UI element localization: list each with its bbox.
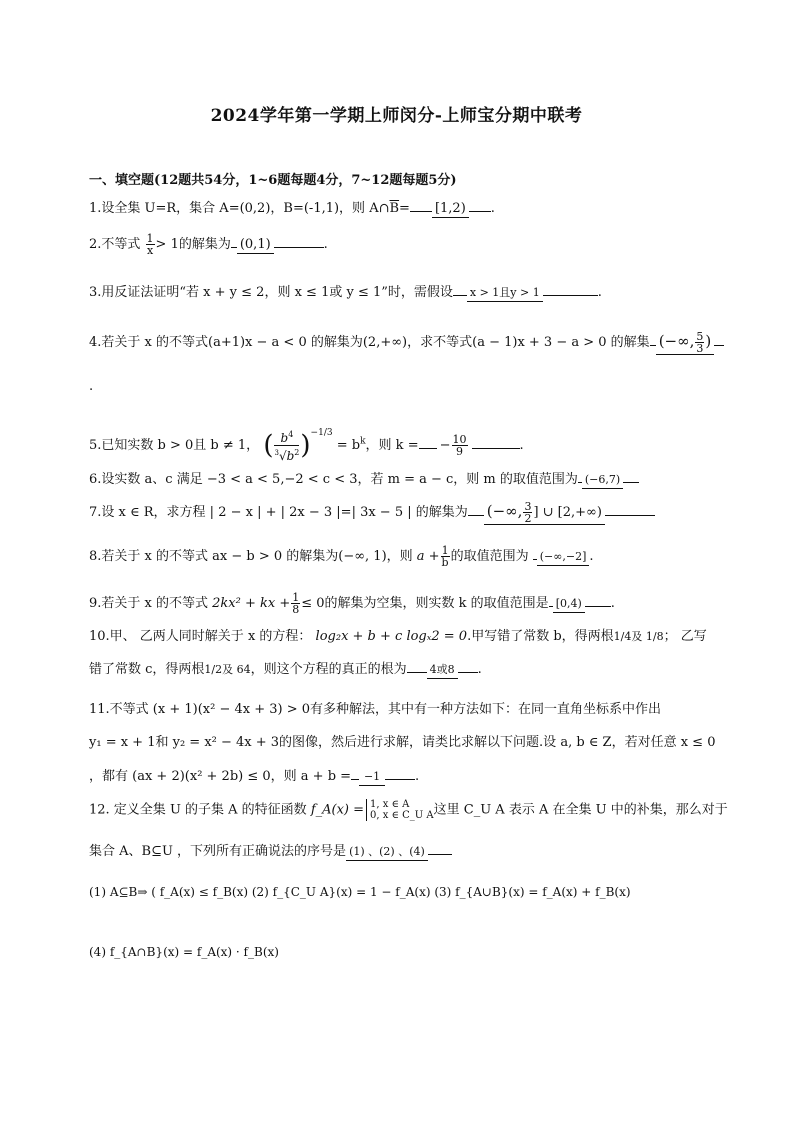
answer-8: (−∞,−2] [537,549,590,566]
answer-1: [1,2) [432,201,469,218]
question-4-tail: . [89,379,94,394]
piecewise: 1, x ∈ A 0, x ∈ C_U A [366,799,434,821]
question-11-line-3: ，都有 (ax + 2)(x² + 2b) ≤ 0，则 a + b = −1 . [89,769,420,784]
question-3: 3.用反证法证明“若 x + y ≤ 2，则 x ≤ 1或 y ≤ 1”时，需假设 x > 1且y > 1 . [89,285,602,300]
question-7: 7.设 x ∈ R，求方程 | 2 − x | + | 2x − 3 |=| 3x − 5 | 的解集为 (−∞, $\frac{3}{2}$ ] ∪ [2,+∞) [89,500,655,526]
answer-10: 4或8 [427,662,458,679]
question-11-line-2: y₁ = x + 1和 y₂ = x² − 4x + 3的图像，然后进行求解，请类比求解以下问题.设 a, b ∈ Z，若对任意 x ≤ 0 [89,735,716,750]
question-5: 5.已知实数 b > 0且 b ≠ 1， ( $\frac{b^4}{^3√b^2}$ )$^{-1/3} = b^k$，则 k = − $\frac{10}{9}$ . [89,428,524,463]
question-12-line-1: 12. 定义全集 U 的子集 A 的特征函数 f_A(x) = 1, x ∈ A 0, x ∈ C_U A 这里 C_U A 表示 A 在全集 U 中的补集，那么对于 [89,799,728,821]
question-1: 1.设全集 U=R，集合 A=(0,2)，B=(-1,1)，则 $A\cap\overline{B}= [1,2)$ . [89,201,495,216]
question-6: 6.设实数 a、c 满足 −3 < a < 5,−2 < c < 3，若 m = a − c，则 m 的取值范围为 (−6,7) [89,470,639,490]
fraction: $\frac{1}{x}$ [146,232,154,257]
question-12-options-1: (1) A⊆B⇒ ( f_A(x) ≤ f_B(x) (2) f_{C_U A}(x) = 1 − f_A(x) (3) f_{A∪B}(x) = f_A(x) + f_B(x) [89,885,631,899]
question-12-options-2: (4) f_{A∩B}(x) = f_A(x) · f_B(x) [89,945,279,959]
answer-7: (−∞, $\frac{3}{2}$ ] ∪ [2,+∞) [484,501,605,525]
section-heading: 一、填空题(12题共54分，1~6题每题4分，7~12题每题5分) [89,173,457,188]
question-8: 8.若关于 x 的不等式 ax − b > 0 的解集为(−∞, 1)，则 a + $\frac{1}{b}$ 的取值范围为 (−∞,−2] . [89,544,594,569]
question-2: 2.不等式 $\frac{1}{x}$ > 1的解集为 (0,1) . [89,232,328,257]
question-10-line-2: 错了常数 c，得两根1/2及 64，则这个方程的真正的根为 4或8 . [89,662,482,677]
question-9: 9.若关于 x 的不等式 2kx² + kx + $\frac{1}{8}$ ≤ 0的解集为空集，则实数 k 的取值范围是 [0,4) . [89,591,615,616]
question-10-line-1: 10.甲、 乙两人同时解关于 x 的方程： log₂x + b + c logₓ2 = 0.甲写错了常数 b，得两根1/4及 1/8； 乙写 [89,629,707,644]
question-12-line-2: 集合 A、B⊆U ，下列所有正确说法的序号是 (1) 、(2) 、(4) [89,842,452,862]
complement-b: $\overline{B}$ [389,201,400,216]
answer-5: − $\frac{10}{9}$ [439,433,467,458]
question-11-line-1: 11.不等式 (x + 1)(x² − 4x + 3) > 0有多种解法，其中有一种方法如下：在同一直角坐标系中作出 [89,702,662,717]
question-4: 4.若关于 x 的不等式(a+1)x − a < 0 的解集为(2,+∞)，求不等式(a − 1)x + 3 − a > 0 的解集 (−∞, $\frac{5}{3}$ ) [89,330,724,356]
answer-11: −1 [359,769,385,786]
answer-3: x > 1且y > 1 [467,285,543,302]
answer-4: (−∞, $\frac{5}{3}$ ) [656,331,715,355]
answer-9: [0,4) [553,596,585,613]
answer-12: (1) 、(2) 、(4) [346,844,428,861]
answer-2: (0,1) [237,237,274,254]
page-title: 2024学年第一学期上师闵分-上师宝分期中联考 [210,106,583,126]
answer-6: (−6,7) [582,472,623,489]
